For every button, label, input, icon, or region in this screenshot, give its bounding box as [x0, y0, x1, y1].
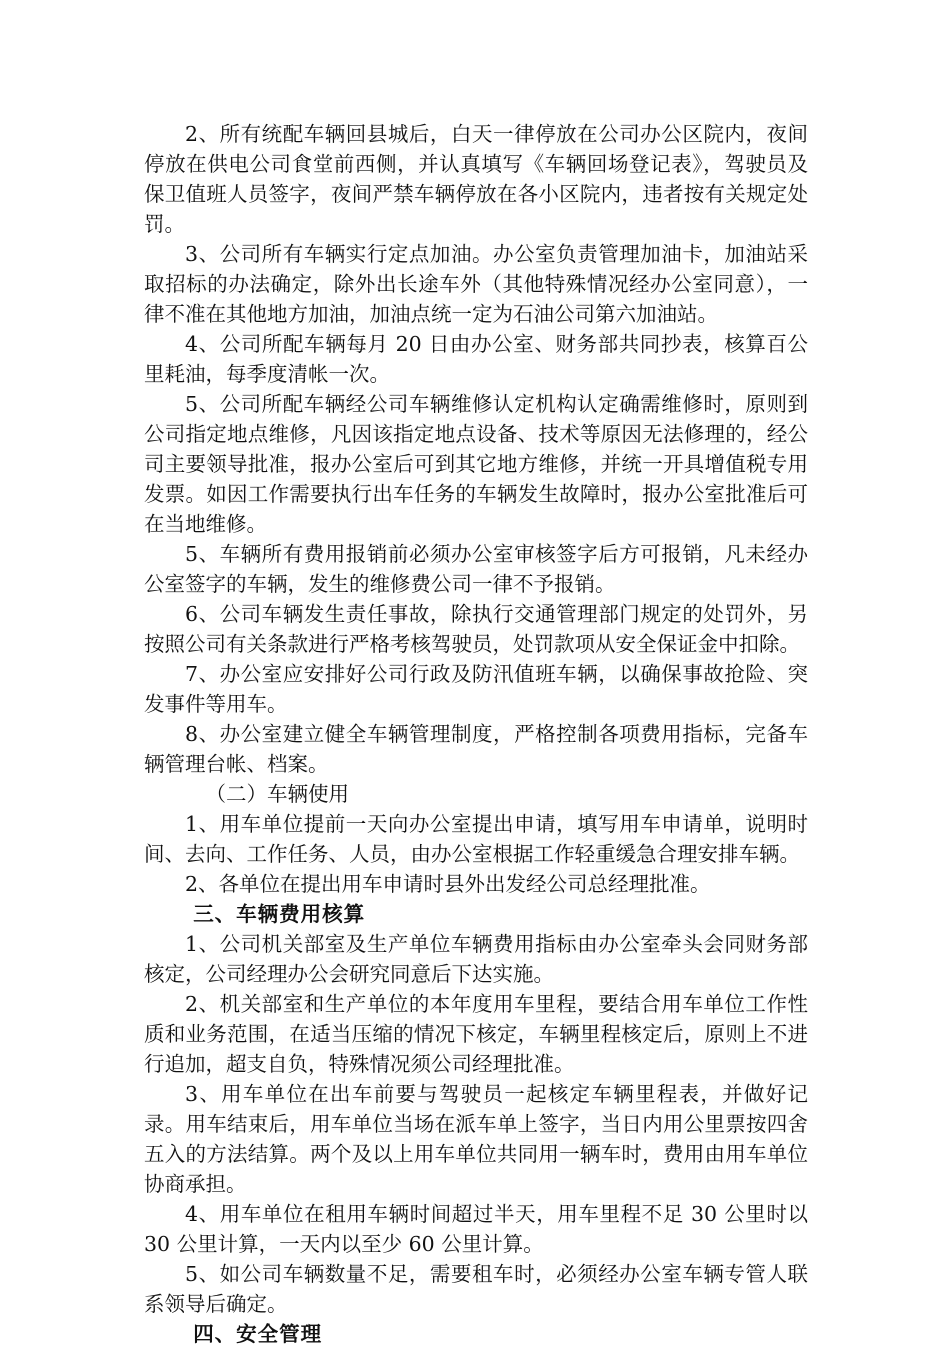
- paragraph-application: 1、用车单位提前一天向办公室提出申请，填写用车申请单，说明时间、去向、工作任务、人员，由办公室根据工作轻重缓急合理安排车辆。: [144, 812, 808, 866]
- paragraph-cost-indicators: 1、公司机关部室及生产单位车辆费用指标由办公室牵头会同财务部核定，公司经理办公会研究同意后下达实施。: [144, 932, 808, 986]
- paragraph-approval: 2、各单位在提出用车申请时县外出发经公司总经理批准。: [185, 872, 711, 896]
- paragraph-management-system: 8、办公室建立健全车辆管理制度，严格控制各项费用指标，完备车辆管理台帐、档案。: [144, 722, 808, 776]
- document-body: [144, 119, 808, 1349]
- section-heading-cost-accounting: 三、车辆费用核算: [193, 902, 366, 926]
- paragraph-maintenance: 5、公司所配车辆经公司车辆维修认定机构认定确需维修时，原则到公司指定地点维修，凡因该指定地点设备、技术等原因无法修理的，经公司主要领导批准，报办公室后可到其它地方维修，并统一开具增值税专用发票。如因工作需要执行出车任务的车辆发生故障时，报办公室批准后可在当地维修。: [144, 392, 808, 536]
- paragraph-odometer-record: 3、用车单位在出车前要与驾驶员一起核定车辆里程表，并做好记录。用车结束后，用车单位当场在派车单上签字，当日内用公里票按四舍五入的方法结算。两个及以上用车单位共同用一辆车时，费用由用车单位协商承担。: [144, 1082, 808, 1196]
- paragraph-rental-mileage: 4、用车单位在租用车辆时间超过半天，用车里程不足 30 公里时以 30 公里计算，一天内以至少 60 公里计算。: [144, 1202, 808, 1256]
- paragraph-duty-vehicles: 7、办公室应安排好公司行政及防汛值班车辆，以确保事故抢险、突发事件等用车。: [144, 662, 808, 716]
- paragraph-annual-mileage: 2、机关部室和生产单位的本年度用车里程，要结合用车单位工作性质和业务范围，在适当压缩的情况下核定，车辆里程核定后，原则上不进行追加，超支自负，特殊情况须公司经理批准。: [144, 992, 808, 1076]
- paragraph-fueling: 3、公司所有车辆实行定点加油。办公室负责管理加油卡，加油站采取招标的办法确定，除外出长途车外（其他特殊情况经办公室同意），一律不准在其他地方加油，加油点统一定为石油公司第六加油站。: [144, 242, 808, 326]
- paragraph-meter-reading: 4、公司所配车辆每月 20 日由办公室、财务部共同抄表，核算百公里耗油，每季度清帐一次。: [144, 332, 808, 386]
- paragraph-reimbursement: 5、车辆所有费用报销前必须办公室审核签字后方可报销，凡未经办公室签字的车辆，发生的维修费公司一律不予报销。: [144, 542, 808, 596]
- paragraph-accident: 6、公司车辆发生责任事故，除执行交通管理部门规定的处罚外，另按照公司有关条款进行严格考核驾驶员，处罚款项从安全保证金中扣除。: [144, 602, 808, 656]
- subsection-heading-vehicle-use: （二）车辆使用: [205, 782, 349, 806]
- paragraph-parking: 2、所有统配车辆回县城后，白天一律停放在公司办公区院内，夜间停放在供电公司食堂前西侧，并认真填写《车辆回场登记表》，驾驶员及保卫值班人员签字，夜间严禁车辆停放在各小区院内，违者按有关规定处罚。: [144, 122, 808, 236]
- paragraph-rental-approval: 5、如公司车辆数量不足，需要租车时，必须经办公室车辆专管人联系领导后确定。: [144, 1262, 808, 1316]
- section-heading-safety-management: 四、安全管理: [193, 1322, 323, 1346]
